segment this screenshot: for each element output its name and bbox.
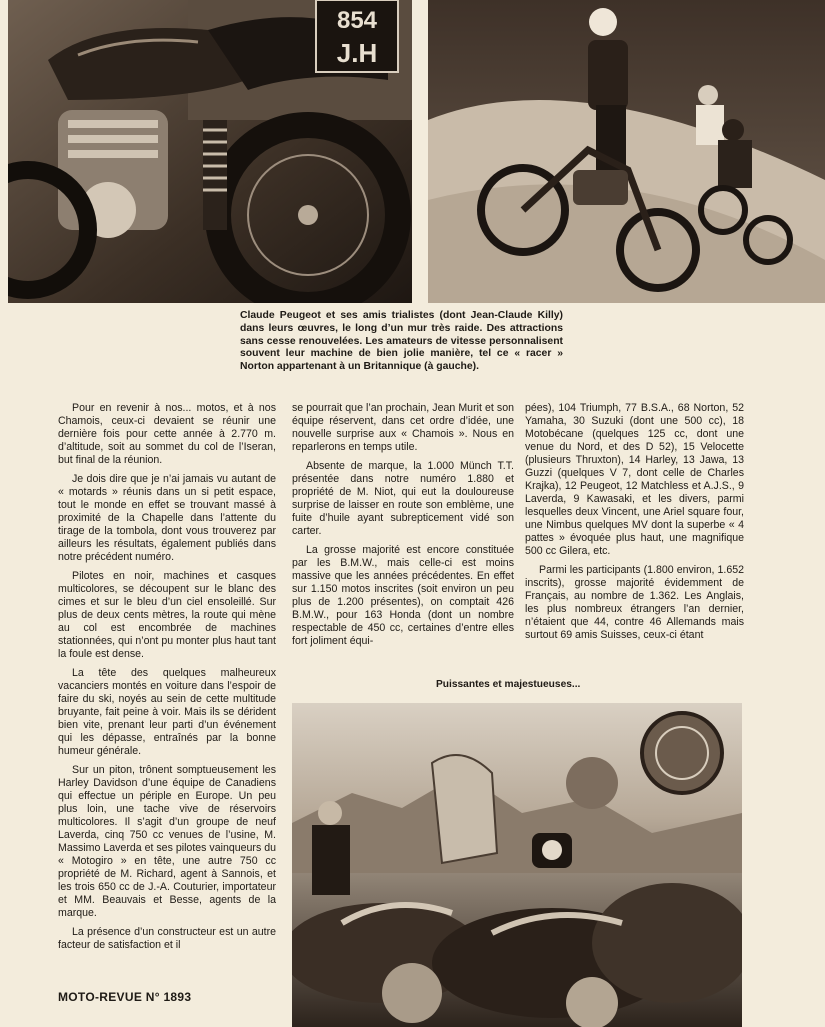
svg-text:J.H: J.H [336, 38, 378, 68]
paragraph: La grosse majorité est encore constituée par les B.M.W., mais celle-ci est moins massive que les années précédentes. En effet sur 1.150 motos inscrites (soit environ un peu plus de 1.200 présentes), on comptait 426 B.M.W., pour 163 Honda (dont un nombre respectable de 450 cc, certaines d’entre elles fort joliment équi- [292, 544, 514, 647]
norton-racer-photo [8, 0, 412, 303]
paragraph: pées), 104 Triumph, 77 B.S.A., 68 Norton, 52 Yamaha, 30 Suzuki (dont une 500 cc), 18 Motobécane (quelques 125 cc, dont une venue du Nord, et des D 52), 15 Velocette (plusieurs Thruxton), 14 Harley, 13 Jawa, 13 Guzzi (quelques V 7, dont celle de Charles Krajka), 12 Peugeot, 12 Matchless et A.J.S., 9 Laverda, 9 Kawasaki, et les divers, parmi lesquelles deux Vincent, une Ariel square four, une Nimbus quelques MV dont la superbe « 4 pattes » évoquée plus haut, une magnifique 500 cc Gilera, etc. [525, 402, 744, 557]
plate-number: 854 [336, 7, 378, 34]
paragraph: se pourrait que l’an prochain, Jean Murit et son équipe réservent, dans cet ordre d’idée, une nouvelle surprise aux « Chamois ». Nous en reparlerons en temps utile. [292, 402, 514, 453]
paragraph: Pilotes en noir, machines et casques multicolores, se découpent sur le blanc des cimes et sur le bleu d’un ciel ensoleillé. Sur plus de deux cents mètres, la route qui mène au col est encombrée de machines stationnées, qui n’ont pu monter plus haut tant la foule est dense. [58, 570, 276, 660]
magazine-footer: MOTO-REVUE N° 1893 [58, 990, 192, 1004]
harley-davidson-photo [292, 703, 742, 1027]
paragraph: Je dois dire que je n’ai jamais vu autant de « motards » réunis dans un si petit espace, tout le monde en effet se trouvant massé à proximité de la Chapelle dans l’attente du tirage de la tombola, dont vous trouverez par ailleurs les résultats, également publiés dans notre précédent numéro. [58, 473, 276, 563]
paragraph: Parmi les participants (1.800 environ, 1.652 inscrits), grosse majorité évidemment de Français, au nombre de 1.362. Les Anglais, les plus nombreux étrangers l’an dernier, n’étaient que 44, contre 46 Allemands mais surtout 69 amis Suisses, ceux-ci étant [525, 564, 744, 641]
trial-riders-photo [428, 0, 825, 303]
article-column-1 [58, 402, 276, 952]
paragraph: La tête des quelques malheureux vacanciers montés en voiture dans l’espoir de faire du ski, noyés au sein de cette multitude bruyante, fait peine à voir. Mais ils se dérident bien vite, prenant leur parti d’un événement qui les dépasse, entraînés par la bonne humeur générale. [58, 667, 276, 757]
article-column-2 [292, 402, 514, 648]
photo-caption: Claude Peugeot et ses amis trialistes (dont Jean-Claude Killy) dans leurs œuvres, le long d’un mur très raide. Des attractions sans cesse renouvelées. Les amateurs de vitesse personnalisent souvent leur machine de bien jolie manière, tel ce « racer » Norton appartenant à un Britannique (à gauche). [240, 310, 563, 373]
paragraph: La présence d’un constructeur est un autre facteur de satisfaction et il [58, 926, 276, 951]
paragraph: Sur un piton, trônent somptueusement les Harley Davidson d’une équipe de Canadiens qui effectue un périple en Europe. Un peu plus loin, une tache vive de réservoirs multicolores. Il s’agit d’un groupe de neuf Laverda, cinq 750 cc venues de l’usine, M. Massimo Laverda et ses pilotes vainqueurs du « Motogiro » en tête, une autre 750 cc propriété de M. Richard, agent à Sannois, et les trois 650 cc de J.-A. Couturier, importateur et MM. Beauvais et Besse, agents de la marque. [58, 764, 276, 919]
article-column-3 [525, 402, 744, 642]
paragraph: Absente de marque, la 1.000 Münch T.T. présentée dans notre numéro 1.880 et propriété de M. Niot, qui eut la douloureuse surprise de laisser en route son emblème, une fuite d’huile ayant subrepticement vidé son carter. [292, 460, 514, 537]
paragraph: Pour en revenir à nos... motos, et à nos Chamois, ceux-ci devaient se réunir une dernière fois pour cette année à 2.770 m. d’altitude, soit au sommet du col de l’Iseran, but final de la réunion. [58, 402, 276, 466]
photo-label: Puissantes et majestueuses... [436, 679, 581, 690]
